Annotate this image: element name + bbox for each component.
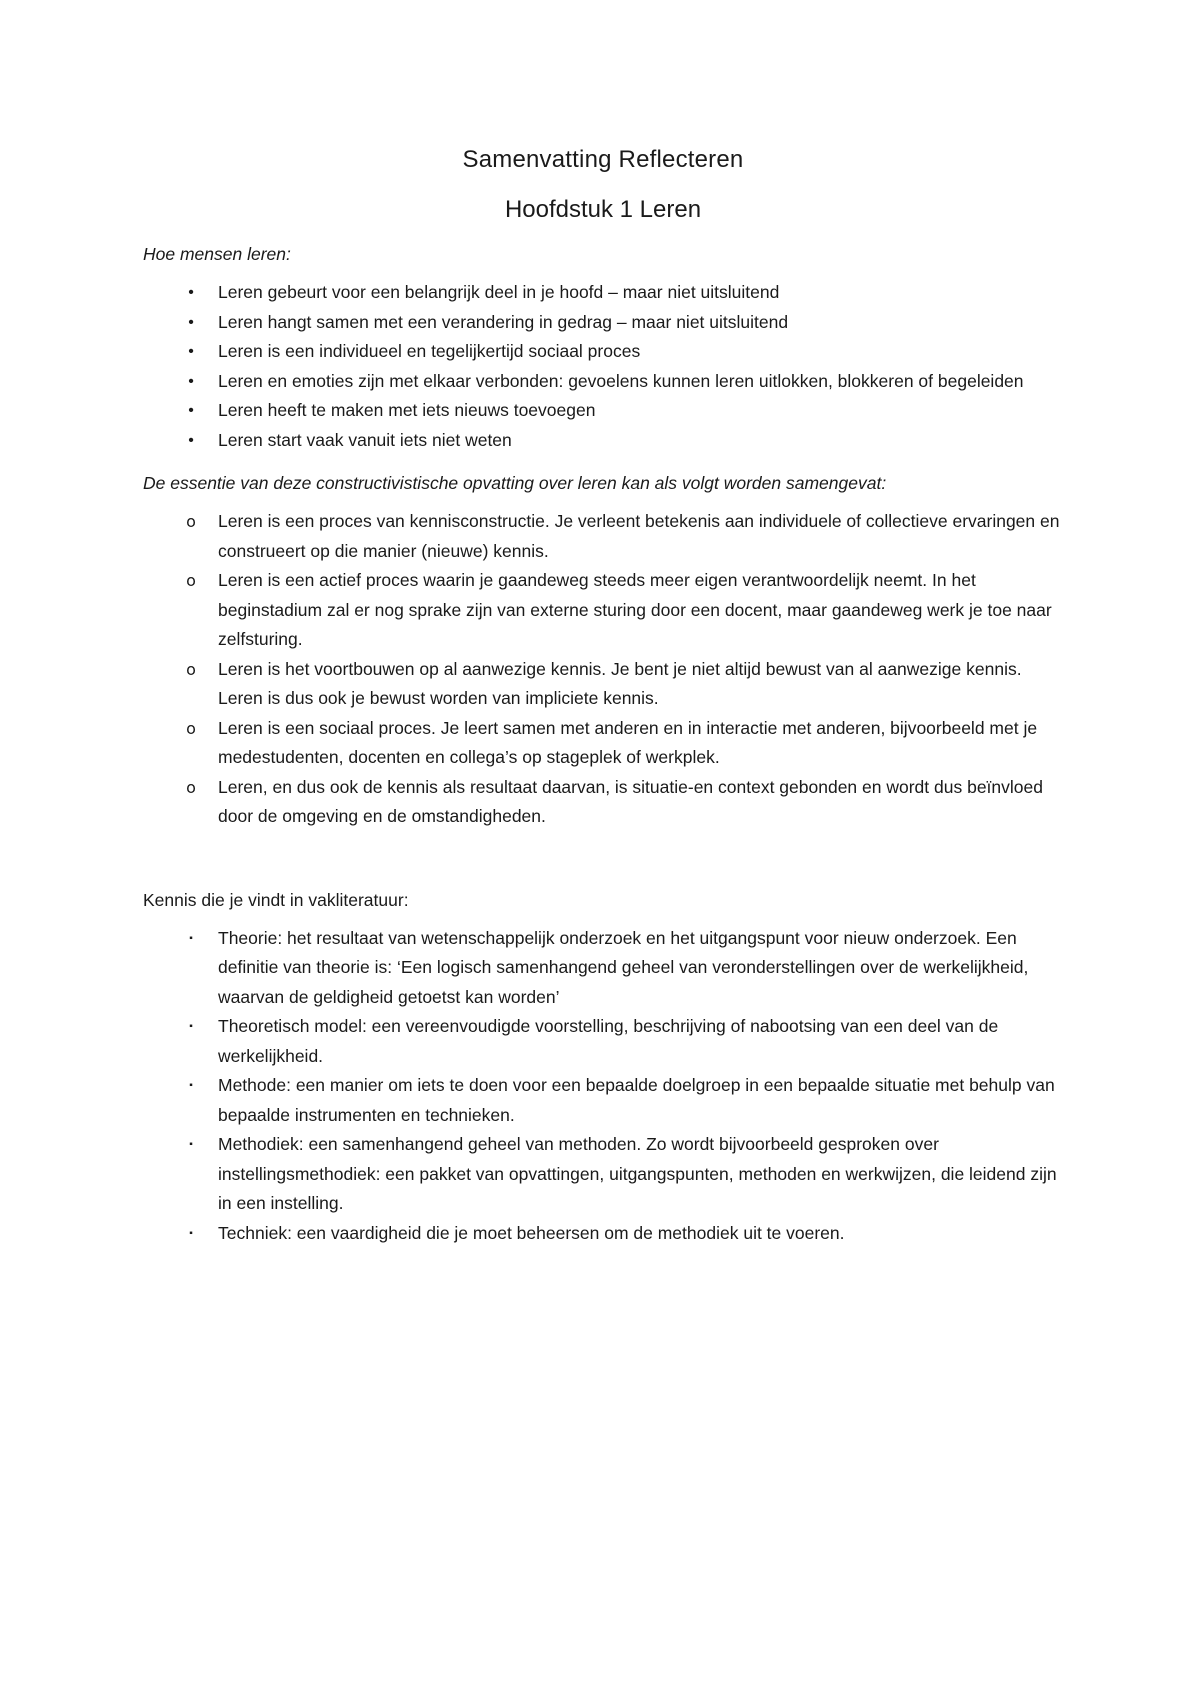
list-item [143,773,1063,832]
list-item [143,426,1063,456]
list-item [143,337,1063,367]
list-item-text: Leren is een sociaal proces. Je leert samen met anderen en in interactie met anderen, bijvoorbeeld met je medestudenten, docenten en collega’s op stageplek of werkplek. [218,717,1038,767]
list-item-text: Leren heeft te maken met iets nieuws toevoegen [218,400,596,420]
document-page [143,140,1063,1262]
bullet-dot-icon: • [188,313,194,331]
list-item [143,924,1063,1013]
bullet-list-hoe-mensen-leren [143,278,1063,455]
bullet-square-icon: ▪ [189,1227,193,1239]
list-item [143,1130,1063,1219]
list-item-text: Leren, en dus ook de kennis als resultaat daarvan, is situatie-en context gebonden en wordt dus beïnvloed door de omgeving en de omstandigheden. [218,776,1043,826]
bullet-square-icon: ▪ [189,932,193,944]
list-item [143,507,1063,566]
bullet-circle-icon: o [186,659,196,679]
list-item-text: Theorie: het resultaat van wetenschappelijk onderzoek en het uitgangspunt voor nieuw onderzoek. Een definitie van theorie is: ‘Een logisch samenhangend geheel van veronderstellingen over de werkelijkheid, waarvan de geldigheid getoetst kan worden’ [218,927,1029,1007]
bullet-dot-icon: • [188,431,194,449]
bullet-list-essentie [143,507,1063,832]
bullet-circle-icon: o [186,777,196,797]
bullet-dot-icon: • [188,372,194,390]
list-item-text: Leren hangt samen met een verandering in gedrag – maar niet uitsluitend [218,311,789,332]
list-item [143,1012,1063,1071]
list-item [143,1071,1063,1130]
bullet-list-vakliteratuur [143,924,1063,1249]
list-item [143,714,1063,773]
list-item [143,1219,1063,1249]
bullet-circle-icon: o [186,571,196,590]
bullet-circle-icon: o [186,718,196,738]
list-item-text: Leren is een individueel en tegelijkertijd sociaal proces [218,341,641,361]
bullet-dot-icon: • [188,284,194,301]
bullet-square-icon: ▪ [189,1021,193,1032]
list-item-text: Leren is het voortbouwen op al aanwezige kennis. Je bent je niet altijd bewust van al aanwezige kennis. Leren is dus ook je bewust worden van impliciete kennis. [218,658,1022,708]
list-item [143,655,1063,714]
list-item-text: Leren start vaak vanuit iets niet weten [218,429,512,450]
document-title: Samenvatting Reflecteren [462,146,744,173]
list-item-text: Methodiek: een samenhangend geheel van methoden. Zo wordt bijvoorbeeld gesproken over instellingsmethodiek: een pakket van opvattingen, uitgangspunten, methoden en werkwijzen, die leidend zijn in een instelling. [218,1134,1057,1213]
list-item [143,367,1063,397]
list-item-text: Leren gebeurt voor een belangrijk deel in je hoofd – maar niet uitsluitend [218,282,780,302]
list-item-text: Methode: een manier om iets te doen voor een bepaalde doelgroep in een bepaalde situatie met behulp van bepaalde instrumenten en technieken. [218,1075,1055,1125]
list-item-text: Techniek: een vaardigheid die je moet beheersen om de methodiek uit te voeren. [218,1222,845,1243]
bullet-square-icon: ▪ [189,1080,193,1091]
list-item [143,566,1063,655]
list-item [143,396,1063,426]
section-heading-vakliteratuur: Kennis die je vindt in vakliteratuur: [143,889,409,910]
bullet-dot-icon: • [188,343,194,360]
bullet-square-icon: ▪ [189,1139,193,1150]
section-heading-essentie: De essentie van deze constructivistische opvatting over leren kan als volgt worden samengevat: [143,473,887,493]
chapter-heading: Hoofdstuk 1 Leren [504,196,702,223]
list-item [143,278,1063,308]
bullet-dot-icon: • [188,402,194,419]
list-item-text: Theoretisch model: een vereenvoudigde voorstelling, beschrijving of nabootsing van een deel van de werkelijkheid. [218,1016,999,1066]
list-item-text: Leren is een actief proces waarin je gaandeweg steeds meer eigen verantwoordelijk neemt. In het beginstadium zal er nog sprake zijn van externe sturing door een docent, maar gaandeweg werk je toe naar zelfsturing. [218,570,1052,649]
bullet-circle-icon: o [186,512,196,531]
list-item-text: Leren is een proces van kennisconstructie. Je verleent betekenis aan individuele of collectieve ervaringen en construeert op die manier (nieuwe) kennis. [218,511,1060,561]
vertical-spacer [143,846,1063,886]
list-item-text: Leren en emoties zijn met elkaar verbonden: gevoelens kunnen leren uitlokken, blokkeren of begeleiden [218,370,1024,391]
section-heading-hoe-mensen-leren: Hoe mensen leren: [143,244,291,264]
list-item [143,308,1063,338]
